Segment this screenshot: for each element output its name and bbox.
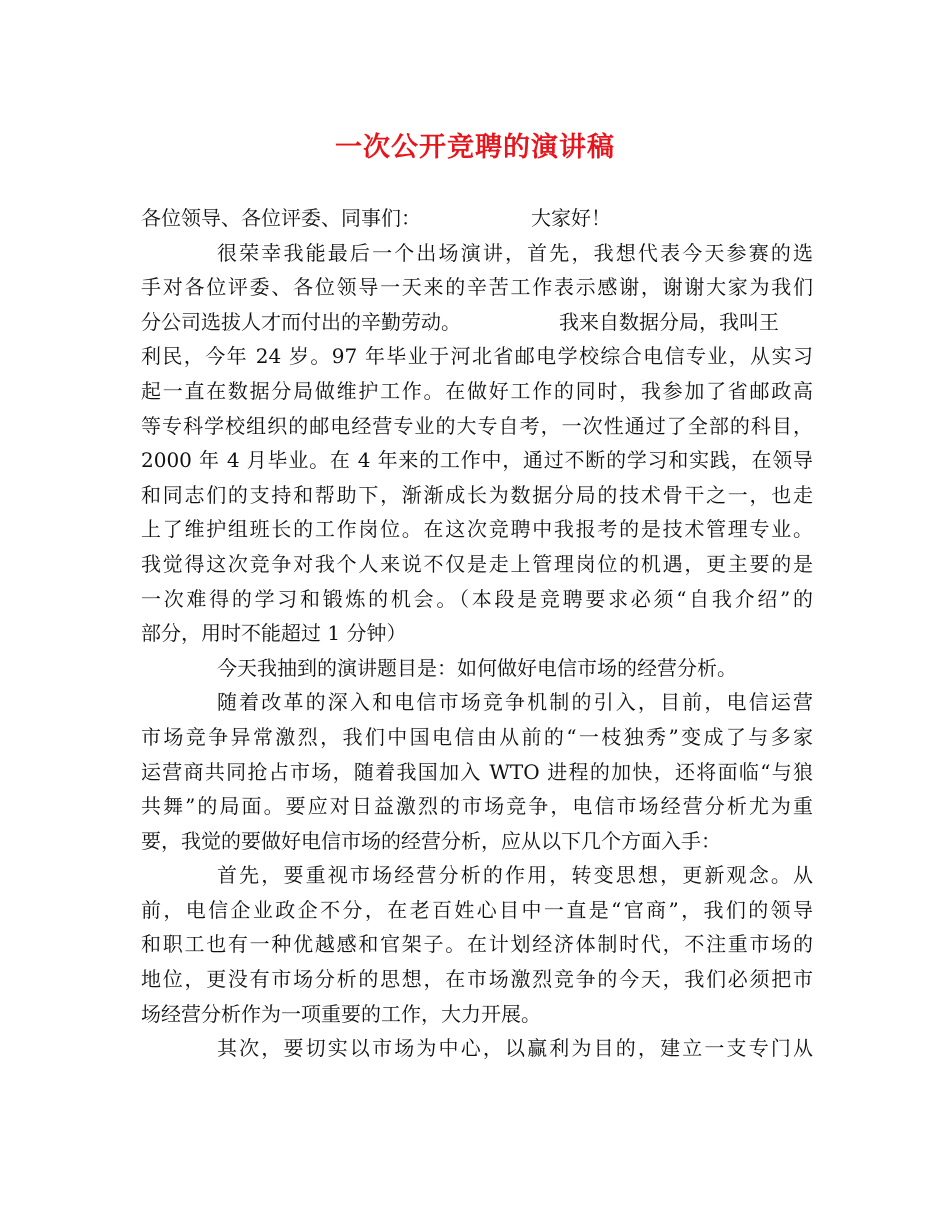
greeting: 大家好！ [531, 206, 611, 230]
text-line: 要，我觉的要做好电信市场的经营分析，应从以下几个方面入手： [141, 828, 721, 853]
text-line: 起一直在数据分局做维护工作。在做好工作的同时，我参加了省邮政高 [141, 378, 813, 403]
salutation-line [141, 201, 813, 236]
text-line: 利民，今年 24 岁。97 年毕业于河北省邮电学校综合电信专业，从实习 [141, 344, 813, 369]
text-line: 首先，要重视市场经营分析的作用，转变思想，更新观念。从 [217, 863, 813, 888]
text-line: 和同志们的支持和帮助下，渐渐成长为数据分局的技术骨干之一，也走 [141, 482, 813, 507]
page-title: 一次公开竞聘的演讲稿 [335, 132, 615, 163]
speech-body [141, 201, 813, 1066]
text-line: 今天我抽到的演讲题目是：如何做好电信市场的经营分析。 [217, 655, 737, 680]
text-line: 前，电信企业政企不分，在老百姓心目中一直是“官商”，我们的领导 [141, 897, 813, 922]
text-line: 随着改革的深入和电信市场竞争机制的引入，目前，电信运营 [217, 690, 813, 715]
text-line: 手对各位评委、各位领导一天来的辛苦工作表示感谢，谢谢大家为我们 [141, 275, 813, 300]
text-line [141, 305, 813, 340]
text-line: 2000 年 4 月毕业。在 4 年来的工作中，通过不断的学习和实践，在领导 [141, 448, 813, 473]
text-line: 上了维护组班长的工作岗位。在这次竞聘中我报考的是技术管理专业。 [141, 517, 813, 542]
text-line: 我觉得这次竞争对我个人来说不仅是走上管理岗位的机遇，更主要的是 [141, 551, 813, 576]
text-line: 等专科学校组织的邮电经营专业的大专自考，一次性通过了全部的科目， [141, 413, 813, 438]
text-segment: 我来自数据分局，我叫王 [559, 309, 779, 334]
text-line: 部分，用时不能超过 1 分钟） [141, 621, 407, 646]
text-segment: 分公司选拔人才而付出的辛勤劳动。 [141, 309, 461, 334]
text-line: 和职工也有一种优越感和官架子。在计划经济体制时代，不注重市场的 [141, 932, 813, 957]
text-line: 很荣幸我能最后一个出场演讲，首先，我想代表今天参赛的选 [217, 240, 813, 265]
text-line: 市场竞争异常激烈，我们中国电信由从前的“一枝独秀”变成了与多家 [141, 724, 813, 749]
text-line: 场经营分析作为一项重要的工作，大力开展。 [141, 1001, 541, 1026]
salutation: 各位领导、各位评委、同事们： [141, 206, 421, 230]
text-line: 其次，要切实以市场为中心，以赢利为目的，建立一支专门从 [217, 1036, 813, 1061]
text-line: 地位，更没有市场分析的思想，在市场激烈竞争的今天，我们必须把市 [141, 967, 813, 992]
text-line: 共舞”的局面。要应对日益激烈的市场竞争，电信市场经营分析尤为重 [141, 794, 813, 819]
text-line: 运营商共同抢占市场，随着我国加入 WTO 进程的加快，还将面临“与狼 [141, 759, 813, 784]
text-line: 一次难得的学习和锻炼的机会。（本段是竞聘要求必须“自我介绍”的 [141, 586, 813, 611]
